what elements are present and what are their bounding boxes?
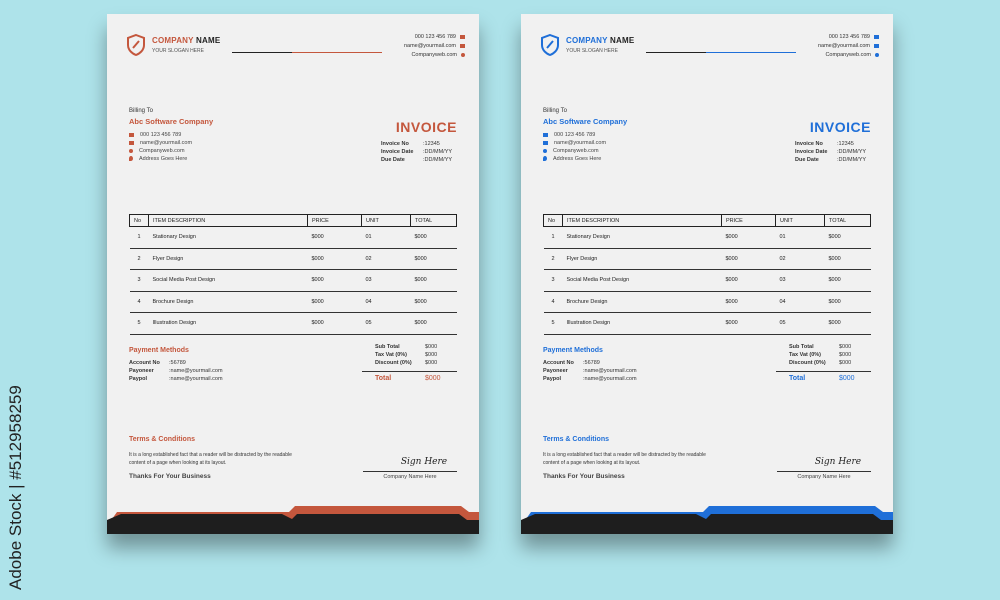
table-row (544, 227, 871, 249)
company-name (566, 36, 634, 45)
signature: Sign Here (814, 457, 862, 467)
row-description: Stationary Design (563, 227, 722, 249)
row-number: 3 (130, 270, 149, 292)
phone-icon (129, 133, 134, 137)
billing-phone: 000 123 456 789 (129, 132, 181, 138)
payment-payoneer: Payoneer :name@yourmail.com (129, 368, 223, 374)
col-header-description: ITEM DESCRIPTION (563, 215, 722, 227)
sub-total: Sub Total $000 (789, 344, 852, 350)
payment-paypol: Paypol :name@yourmail.com (129, 376, 223, 382)
terms-title: Terms & Conditions (543, 436, 609, 443)
table-header-row (544, 215, 871, 227)
payment-payoneer: Payoneer :name@yourmail.com (543, 368, 637, 374)
row-total: $000 (825, 248, 871, 270)
totals-divider (362, 371, 457, 372)
location-icon (129, 156, 133, 161)
signature: Sign Here (400, 457, 448, 467)
company-slogan: YOUR SLOGAN HERE (566, 48, 618, 54)
row-description: Brochure Design (149, 291, 308, 313)
tax-vat: Tax Vat (0%) $000 (789, 352, 852, 358)
phone-icon (543, 133, 548, 137)
row-description: Stationary Design (149, 227, 308, 249)
billing-website: Companyweb.com (129, 148, 185, 154)
billing-to-label: Billing To (129, 108, 153, 114)
row-total: $000 (825, 270, 871, 292)
billing-address: Address Goes Here (543, 156, 601, 162)
col-header-no: No (130, 215, 149, 227)
row-number: 5 (130, 313, 149, 335)
row-unit: 05 (362, 313, 411, 335)
row-price: $000 (308, 291, 362, 313)
phone-icon (460, 35, 465, 39)
col-header-price: PRICE (308, 215, 362, 227)
row-price: $000 (722, 248, 776, 270)
invoice-date: Invoice Date :DD/MM/YY (381, 149, 453, 155)
billing-company: Abc Software Company (129, 117, 214, 126)
row-price: $000 (308, 248, 362, 270)
signature-company-name: Company Name Here (797, 474, 851, 480)
row-number: 4 (130, 291, 149, 313)
invoice-due-date: Due Date :DD/MM/YY (381, 157, 453, 163)
sub-total: Sub Total $000 (375, 344, 438, 350)
billing-email: name@yourmail.com (543, 140, 606, 146)
row-total: $000 (411, 291, 457, 313)
header-website: Companyweb.com (825, 52, 879, 58)
grand-total: Total $000 (375, 375, 441, 382)
row-unit: 01 (362, 227, 411, 249)
payment-paypol: Paypol :name@yourmail.com (543, 376, 637, 382)
invoice-number: Invoice No :12345 (795, 141, 854, 147)
row-number: 4 (544, 291, 563, 313)
signature-line (363, 471, 457, 472)
table-header-row (130, 215, 457, 227)
company-name (152, 36, 220, 45)
row-description: Social Media Post Design (149, 270, 308, 292)
row-number: 2 (130, 248, 149, 270)
col-header-description: ITEM DESCRIPTION (149, 215, 308, 227)
invoice-number: Invoice No :12345 (381, 141, 440, 147)
signature-company-name: Company Name Here (383, 474, 437, 480)
payment-account: Account No :56789 (129, 360, 186, 366)
table-row (130, 248, 457, 270)
signature-line (777, 471, 871, 472)
company-slogan: YOUR SLOGAN HERE (152, 48, 204, 54)
table-row (544, 291, 871, 313)
row-price: $000 (308, 313, 362, 335)
company-name-rest: NAME (610, 36, 635, 45)
billing-website: Companyweb.com (543, 148, 599, 154)
row-total: $000 (411, 227, 457, 249)
invoice-due-date: Due Date :DD/MM/YY (795, 157, 867, 163)
table-row (544, 248, 871, 270)
row-description: Illustration Design (149, 313, 308, 335)
row-total: $000 (825, 291, 871, 313)
row-price: $000 (308, 227, 362, 249)
row-number: 3 (544, 270, 563, 292)
col-header-price: PRICE (722, 215, 776, 227)
row-price: $000 (722, 227, 776, 249)
row-unit: 01 (776, 227, 825, 249)
row-description: Flyer Design (149, 248, 308, 270)
col-header-unit: UNIT (776, 215, 825, 227)
globe-icon (875, 53, 879, 57)
table-row (130, 270, 457, 292)
row-total: $000 (825, 313, 871, 335)
discount: Discount (0%) $000 (789, 360, 852, 366)
company-brand: COMPANY (152, 36, 194, 45)
billing-email: name@yourmail.com (129, 140, 192, 146)
shield-icon (541, 34, 559, 56)
col-header-unit: UNIT (362, 215, 411, 227)
mail-icon (543, 141, 548, 145)
payment-methods-title: Payment Methods (129, 347, 189, 354)
table-row (130, 313, 457, 335)
billing-phone: 000 123 456 789 (543, 132, 595, 138)
row-number: 5 (544, 313, 563, 335)
invoice-sheet-right (521, 14, 893, 534)
row-total: $000 (411, 313, 457, 335)
mail-icon (460, 44, 465, 48)
row-total: $000 (411, 270, 457, 292)
row-description: Brochure Design (563, 291, 722, 313)
col-header-total: TOTAL (411, 215, 457, 227)
invoice-sheet-left (107, 14, 479, 534)
header-website: Companyweb.com (411, 52, 465, 58)
stock-watermark: Adobe Stock | #512958259 (6, 385, 25, 590)
phone-icon (874, 35, 879, 39)
col-header-total: TOTAL (825, 215, 871, 227)
payment-methods-title: Payment Methods (543, 347, 603, 354)
globe-icon (129, 149, 133, 153)
billing-company: Abc Software Company (543, 117, 628, 126)
globe-icon (543, 149, 547, 153)
tax-vat: Tax Vat (0%) $000 (375, 352, 438, 358)
terms-text: It is a long established fact that a reader will be distracted by the readable content of a page when looking at its layout. (129, 452, 292, 466)
discount: Discount (0%) $000 (375, 360, 438, 366)
row-unit: 02 (776, 248, 825, 270)
row-price: $000 (308, 270, 362, 292)
company-name-rest: NAME (196, 36, 221, 45)
row-number: 1 (544, 227, 563, 249)
mail-icon (129, 141, 134, 145)
grand-total: Total $000 (789, 375, 855, 382)
row-total: $000 (825, 227, 871, 249)
location-icon (543, 156, 547, 161)
row-number: 1 (130, 227, 149, 249)
invoice-title: INVOICE (809, 119, 871, 135)
billing-to-label: Billing To (543, 108, 567, 114)
company-brand: COMPANY (566, 36, 608, 45)
table-row (544, 313, 871, 335)
row-unit: 05 (776, 313, 825, 335)
row-description: Social Media Post Design (563, 270, 722, 292)
items-table (543, 214, 871, 335)
terms-text: It is a long established fact that a reader will be distracted by the readable content of a page when looking at its layout. (543, 452, 706, 466)
row-price: $000 (722, 291, 776, 313)
row-unit: 04 (362, 291, 411, 313)
header-phone: 000 123 456 789 (415, 34, 465, 40)
col-header-no: No (544, 215, 563, 227)
row-unit: 04 (776, 291, 825, 313)
row-price: $000 (722, 313, 776, 335)
billing-address: Address Goes Here (129, 156, 187, 162)
row-unit: 03 (776, 270, 825, 292)
footer-band (107, 506, 479, 534)
totals-divider (776, 371, 871, 372)
row-number: 2 (544, 248, 563, 270)
row-unit: 03 (362, 270, 411, 292)
shield-icon (127, 34, 145, 56)
invoice-title: INVOICE (395, 119, 457, 135)
header-phone: 000 123 456 789 (829, 34, 879, 40)
thanks-text: Thanks For Your Business (543, 473, 625, 480)
globe-icon (461, 53, 465, 57)
items-table (129, 214, 457, 335)
thanks-text: Thanks For Your Business (129, 473, 211, 480)
payment-account: Account No :56789 (543, 360, 600, 366)
terms-title: Terms & Conditions (129, 436, 195, 443)
mail-icon (874, 44, 879, 48)
row-description: Illustration Design (563, 313, 722, 335)
row-description: Flyer Design (563, 248, 722, 270)
header-divider (232, 52, 382, 53)
table-row (130, 291, 457, 313)
header-email: name@yourmail.com (404, 43, 465, 49)
row-price: $000 (722, 270, 776, 292)
invoice-date: Invoice Date :DD/MM/YY (795, 149, 867, 155)
footer-band (521, 506, 893, 534)
table-row (544, 270, 871, 292)
row-total: $000 (411, 248, 457, 270)
table-row (130, 227, 457, 249)
header-divider (646, 52, 796, 53)
row-unit: 02 (362, 248, 411, 270)
header-email: name@yourmail.com (818, 43, 879, 49)
